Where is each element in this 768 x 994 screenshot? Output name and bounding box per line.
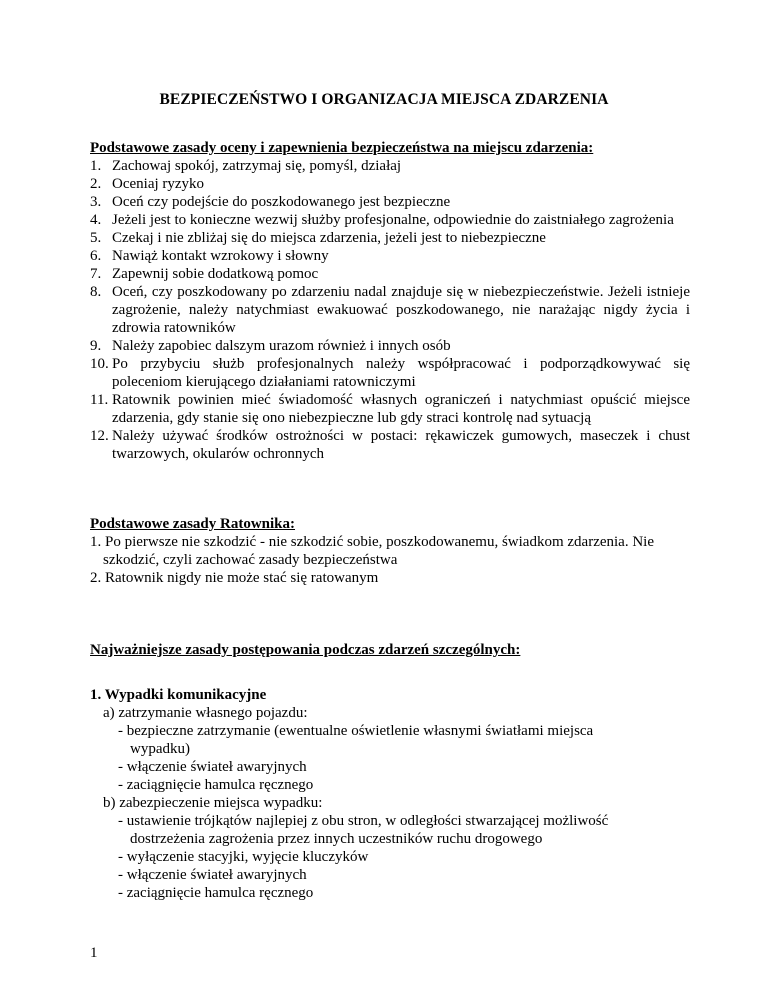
- list-item: - bezpieczne zatrzymanie (ewentualne oświetlenie własnymi światłami miejsca: [118, 723, 594, 739]
- subsection-b-label: b) zabezpieczenie miejsca wypadku:: [103, 795, 323, 811]
- list-item: [90, 355, 690, 391]
- list-item: - ustawienie trójkątów najlepiej z obu stron, w odległości stwarzającej możliwość: [118, 813, 609, 829]
- list-item: [90, 175, 690, 193]
- safety-rules-list: [90, 157, 690, 463]
- item-text: Nawiąż kontakt wzrokowy i słowny: [112, 248, 329, 264]
- item-text: Jeżeli jest to konieczne wezwij służby profesjonalne, odpowiednie do zaistniałego zagrożenia: [112, 212, 674, 228]
- item-number: 12.: [90, 428, 109, 444]
- section-heading-special-events: Najważniejsze zasady postępowania podczas zdarzeń szczególnych:: [90, 642, 521, 658]
- item-text: Zapewnij sobie dodatkową pomoc: [112, 266, 319, 282]
- rescuer-rule-1-continuation: szkodzić, czyli zachować zasady bezpieczeństwa: [103, 552, 398, 568]
- item-number: 5.: [90, 230, 102, 246]
- list-item: - włączenie świateł awaryjnych: [118, 759, 307, 775]
- item-text: Oceniaj ryzyko: [112, 176, 205, 192]
- item-text: Czekaj i nie zbliżaj się do miejsca zdarzenia, jeżeli jest to niebezpieczne: [112, 230, 546, 246]
- list-item: [90, 337, 690, 355]
- item-number: 7.: [90, 266, 102, 282]
- item-text: Po przybyciu służb profesjonalnych należy współpracować i podporządkowywać się poleceniom kierującego działaniami ratowniczymi: [112, 356, 690, 390]
- list-item: - zaciągnięcie hamulca ręcznego: [118, 885, 314, 901]
- list-item: [90, 157, 690, 175]
- section-heading-rescuer-rules: Podstawowe zasady Ratownika:: [90, 516, 296, 532]
- item-number: 6.: [90, 248, 102, 264]
- item-text: Zachowaj spokój, zatrzymaj się, pomyśl, działaj: [112, 158, 402, 174]
- list-item: [90, 427, 690, 463]
- item-number: 11.: [90, 392, 109, 408]
- item-text: Oceń czy podejście do poszkodowanego jest bezpieczne: [112, 194, 451, 210]
- subsection-a-label: a) zatrzymanie własnego pojazdu:: [103, 705, 308, 721]
- item-text: Należy zapobiec dalszym urazom również i innych osób: [112, 338, 451, 354]
- list-item: - wyłączenie stacyjki, wyjęcie kluczyków: [118, 849, 369, 865]
- document-title: BEZPIECZEŃSTWO I ORGANIZACJA MIEJSCA ZDARZENIA: [159, 91, 609, 108]
- item-text: Oceń, czy poszkodowany po zdarzeniu nadal znajduje się w niebezpieczeństwie. Jeżeli istnieje zagrożenie, należy natychmiast ewakuować poszkodowanego, nie narażając nigdy życia i zdrowia ratowników: [112, 284, 690, 336]
- item-number: 9.: [90, 338, 102, 354]
- item-number: 3.: [90, 194, 102, 210]
- list-item: [90, 265, 690, 283]
- subsection-heading-traffic-accidents: 1. Wypadki komunikacyjne: [90, 687, 267, 703]
- item-number: 4.: [90, 212, 102, 228]
- item-number: 8.: [90, 284, 102, 300]
- item-number: 1.: [90, 158, 102, 174]
- rescuer-rule-1: 1. Po pierwsze nie szkodzić - nie szkodzić sobie, poszkodowanemu, świadkom zdarzenia. Nie: [90, 534, 654, 550]
- list-item: - włączenie świateł awaryjnych: [118, 867, 307, 883]
- list-item: [90, 391, 690, 427]
- list-item: dostrzeżenia zagrożenia przez innych uczestników ruchu drogowego: [130, 831, 543, 847]
- item-number: 10.: [90, 356, 109, 372]
- item-number: 2.: [90, 176, 102, 192]
- item-text: Ratownik powinien mieć świadomość własnych ograniczeń i natychmiast opuścić miejsce zdarzenia, gdy stanie się ono niebezpieczne lub gdy straci kontrolę nad sytuacją: [112, 392, 690, 426]
- list-item: [90, 247, 690, 265]
- section-heading-safety-rules: Podstawowe zasady oceny i zapewnienia bezpieczeństwa na miejscu zdarzenia:: [90, 140, 594, 156]
- list-item: [90, 193, 690, 211]
- list-item: [90, 283, 690, 337]
- list-item: [90, 229, 690, 247]
- list-item: [90, 211, 690, 229]
- list-item: - zaciągnięcie hamulca ręcznego: [118, 777, 314, 793]
- rescuer-rule-2: 2. Ratownik nigdy nie może stać się ratowanym: [90, 570, 379, 586]
- list-item: wypadku): [130, 741, 190, 757]
- item-text: Należy używać środków ostrożności w postaci: rękawiczek gumowych, maseczek i chust twarzowych, okularów ochronnych: [112, 428, 690, 462]
- page-number: 1: [90, 945, 98, 961]
